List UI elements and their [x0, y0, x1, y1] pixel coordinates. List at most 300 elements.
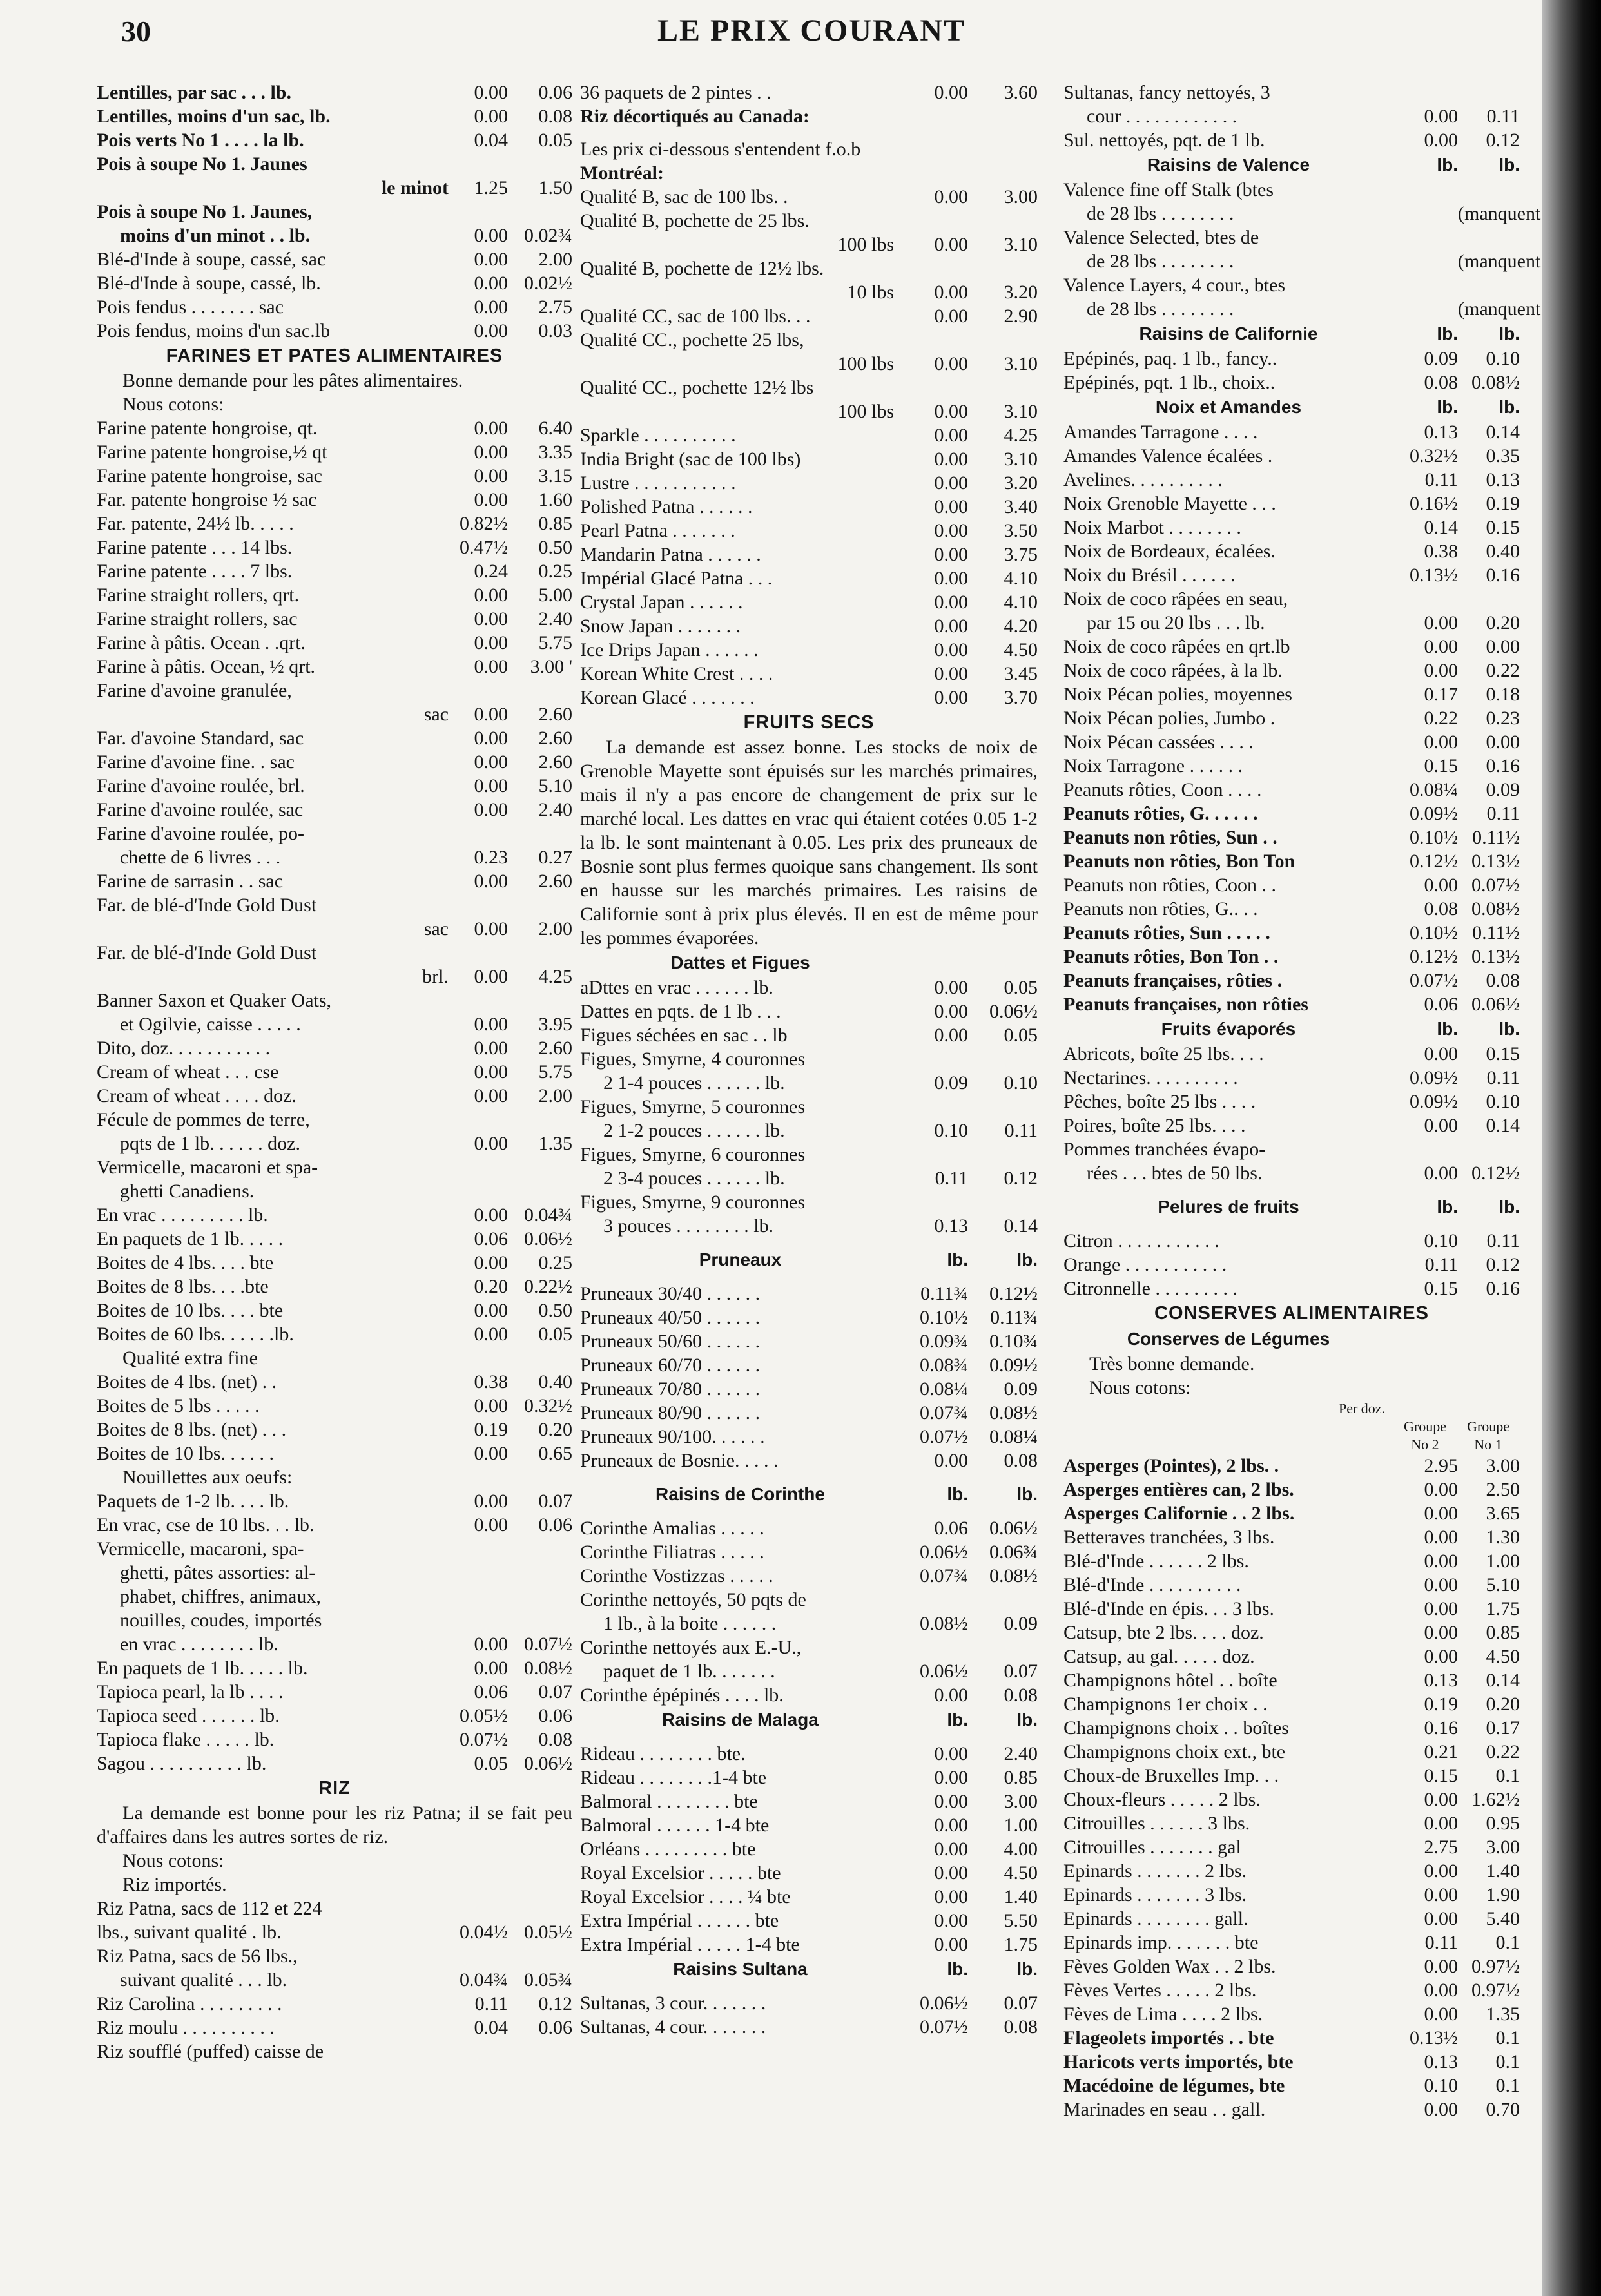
price-high: 2.40: [538, 799, 572, 820]
item-label: Lustre . . . . . . . . . . .: [580, 472, 736, 494]
price-low: 0.00: [934, 234, 968, 255]
price-low: 0.00: [474, 1490, 508, 1512]
price-row: [97, 750, 572, 774]
price-low: 0.00: [474, 1085, 508, 1106]
price-row: [97, 319, 572, 343]
item-label: Peanuts rôties, G. . . . . .: [1063, 803, 1258, 824]
item-label: nouilles, coudes, importés: [120, 1610, 322, 1631]
price-row: [1063, 1645, 1520, 1668]
price-low: 0.00: [474, 441, 508, 463]
item-label: Catsup, au gal. . . . . doz.: [1063, 1646, 1255, 1667]
price-row: [97, 464, 572, 488]
price-low: 0.00: [1424, 1503, 1458, 1524]
item-label: Vermicelle, macaroni et spa-: [97, 1157, 318, 1178]
price-row: [97, 1489, 572, 1513]
item-label: Royal Excelsior . . . . ¼ bte: [580, 1886, 791, 1907]
price-high: 0.11½: [1472, 922, 1520, 943]
item-label: Peanuts françaises, non rôties: [1063, 994, 1308, 1015]
unit-low: lb.: [1437, 323, 1458, 343]
item-label: Noix Pécan polies, Jumbo .: [1063, 708, 1276, 729]
price-low: 0.00: [934, 425, 968, 446]
price-low: 0.16: [1424, 1717, 1458, 1739]
item-label: En paquets de 1 lb. . . . .: [97, 1228, 284, 1249]
price-high: 0.08½: [1471, 898, 1520, 920]
item-label: par 15 ou 20 lbs . . . lb.: [1087, 612, 1265, 633]
price-row: [97, 559, 572, 583]
price-row: [580, 1588, 1038, 1612]
price-high: 5.75: [538, 1061, 572, 1083]
item-label: Noix de coco râpées en seau,: [1063, 588, 1288, 610]
item-label: Sparkle . . . . . . . . . .: [580, 425, 736, 446]
price-high: 0.50: [538, 537, 572, 558]
price-high: 0.07: [538, 1681, 572, 1703]
item-label: Balmoral . . . . . . . . bte: [580, 1791, 758, 1812]
price-row: [580, 1635, 1038, 1659]
item-label: Farine à pâtis. Ocean . .qrt.: [97, 632, 306, 653]
price-low: 0.00: [1424, 1162, 1458, 1184]
price-high: 0.85: [1486, 1622, 1520, 1643]
item-label: Crystal Japan . . . . . .: [580, 592, 743, 613]
item-label: Noix Pécan cassées . . . .: [1063, 731, 1254, 753]
price-high: 0.11½: [1472, 827, 1520, 848]
price-low: 0.00: [934, 449, 968, 470]
price-high: 0.85: [1004, 1767, 1038, 1788]
page-number: 30: [121, 15, 151, 48]
price-low: 0.08¾: [920, 1355, 968, 1376]
spacer: [580, 1733, 1038, 1742]
unit-high: lb.: [1016, 1484, 1038, 1504]
item-label: Sultanas, fancy nettoyés, 3: [1063, 82, 1270, 103]
unit-high: lb.: [1016, 1710, 1038, 1730]
price-row: [1063, 2050, 1520, 2074]
price-high: 0.1: [1495, 1765, 1520, 1786]
price-high: 0.70: [1486, 2099, 1520, 2120]
price-low: 0.00: [1424, 1956, 1458, 1977]
item-label: Choux-de Bruxelles Imp. . .: [1063, 1765, 1279, 1786]
subsection-heading: [580, 1707, 1038, 1733]
price-row: [580, 352, 1038, 376]
item-label: Betteraves tranchées, 3 lbs.: [1063, 1527, 1275, 1548]
price-row: [1063, 1525, 1520, 1549]
subsection-title: Conserves de Légumes: [1127, 1329, 1330, 1349]
price-low: 0.00: [934, 401, 968, 422]
unit-high: lb.: [1016, 1249, 1038, 1269]
price-high: 0.18: [1486, 684, 1520, 705]
price-low: 0.05: [474, 1753, 508, 1774]
item-label: Choux-fleurs . . . . . 2 lbs.: [1063, 1789, 1261, 1810]
price-high: 2.60: [538, 704, 572, 725]
price-low: 0.00: [934, 1934, 968, 1955]
price-row: [97, 416, 572, 440]
item-label: Tapioca flake . . . . . lb.: [97, 1729, 275, 1750]
item-label: Corinthe Amalias . . . . .: [580, 1518, 764, 1539]
price-row: [580, 1329, 1038, 1353]
price-high: 0.12½: [989, 1283, 1038, 1304]
price-low: 0.00: [1424, 1813, 1458, 1834]
price-row: [580, 1377, 1038, 1401]
item-label: Boites de 4 lbs. . . . bte: [97, 1252, 274, 1273]
price-row: [1063, 226, 1520, 249]
unit-low: lb.: [1437, 1197, 1458, 1217]
price-row: [580, 686, 1038, 709]
item-label: Peanuts rôties, Coon . . . .: [1063, 779, 1262, 800]
price-row: [580, 519, 1038, 543]
item-label: Pois à soupe No 1. Jaunes,: [97, 201, 313, 222]
price-row: [1063, 1277, 1520, 1300]
price-low: 0.04: [474, 2017, 508, 2038]
price-low: 0.00: [1424, 106, 1458, 127]
price-row: [1063, 1740, 1520, 1764]
price-row: [97, 1251, 572, 1275]
item-label: de 28 lbs . . . . . . . .: [1087, 298, 1234, 320]
item-label: Amandes Tarragone . . . .: [1063, 421, 1258, 443]
item-label: India Bright (sac de 100 lbs): [580, 449, 801, 470]
price-row: [97, 1968, 572, 1992]
price-row: [97, 1896, 572, 1920]
price-low: 0.04¾: [460, 1969, 508, 1991]
price-row: [97, 702, 572, 726]
price-low: 0.07½: [920, 1426, 968, 1447]
price-high: 0.07½: [524, 1634, 572, 1655]
price-high: 0.19: [1486, 493, 1520, 514]
price-high: 0.05¾: [524, 1969, 572, 1991]
price-high: 2.00: [538, 1085, 572, 1106]
price-row: [1063, 1114, 1520, 1137]
price-low: 0.00: [474, 296, 508, 318]
item-label: Haricots verts importés, bte: [1063, 2051, 1294, 2072]
item-label: moins d'un minot . . lb.: [120, 225, 311, 246]
price-high: 0.15: [1486, 517, 1520, 538]
price-low: 0.15: [1424, 1278, 1458, 1299]
item-label: Far. de blé-d'Inde Gold Dust: [97, 894, 317, 916]
price-row: [97, 726, 572, 750]
item-label: Champignons choix . . boîtes: [1063, 1717, 1289, 1739]
price-low: 0.06½: [920, 1992, 968, 2014]
subsection-heading: [580, 1481, 1038, 1507]
subsection-title: Noix et Amandes: [1155, 397, 1302, 417]
price-high: 0.13: [1486, 469, 1520, 490]
price-row: [580, 304, 1038, 328]
price-high: 5.75: [538, 632, 572, 653]
price-low: 0.00: [1424, 1622, 1458, 1643]
subsection-title: Pruneaux: [699, 1249, 782, 1269]
price-row: [580, 1564, 1038, 1588]
item-label: Figues, Smyrne, 5 couronnes: [580, 1096, 806, 1117]
price-row: [1063, 1716, 1520, 1740]
item-label: Vermicelle, macaroni, spa-: [97, 1538, 304, 1559]
item-label: Rideau . . . . . . . . bte.: [580, 1743, 746, 1764]
price-low: 0.00: [474, 1252, 508, 1273]
book-spine-shadow: [1542, 0, 1601, 2296]
price-high: 3.15: [538, 465, 572, 487]
price-row: [97, 989, 572, 1012]
item-label: Qualité CC, sac de 100 lbs. . .: [580, 305, 811, 327]
price-row: [580, 280, 1038, 304]
price-high: 4.50: [1004, 1862, 1038, 1884]
price-row: [97, 1370, 572, 1394]
price-low: 0.00: [1424, 130, 1458, 151]
item-label: Pois fendus . . . . . . . sac: [97, 296, 284, 318]
price-high: 0.09: [1004, 1613, 1038, 1634]
price-low: 0.00: [474, 1395, 508, 1416]
item-label: Figues, Smyrne, 4 couronnes: [580, 1048, 806, 1070]
price-row: [97, 1298, 572, 1322]
item-label: Pruneaux 60/70 . . . . . .: [580, 1355, 761, 1376]
item-label: sac: [423, 918, 449, 940]
price-high: 3.10: [1004, 353, 1038, 374]
price-low: 0.11: [1424, 469, 1458, 490]
price-row: [97, 679, 572, 702]
price-low: 0.13: [934, 1215, 968, 1237]
price-row: [580, 233, 1038, 256]
price-high: 0.08: [538, 106, 572, 127]
item-label: Farine d'avoine roulée, brl.: [97, 775, 305, 796]
price-row: [580, 1119, 1038, 1143]
subsection-heading: [1063, 394, 1520, 420]
price-row: [97, 224, 572, 247]
price-high: 0.25: [538, 1252, 572, 1273]
price-high: 0.17: [1486, 1717, 1520, 1739]
price-high: 1.75: [1004, 1934, 1038, 1955]
text-line: Qualité extra fine: [122, 1347, 258, 1369]
price-row: [580, 81, 1038, 104]
item-label: Extra Impérial . . . . . 1-4 bte: [580, 1934, 800, 1955]
price-low: 0.10½: [1410, 922, 1458, 943]
item-label: Snow Japan . . . . . . .: [580, 615, 741, 637]
spacer: [580, 1238, 1038, 1247]
price-row: [1063, 754, 1520, 778]
item-label: le minot: [381, 177, 449, 198]
price-high: 0.06¾: [989, 1541, 1038, 1563]
price-high: 0.08½: [1471, 372, 1520, 393]
price-high: 2.90: [1004, 305, 1038, 327]
item-label: Sagou . . . . . . . . . . lb.: [97, 1753, 267, 1774]
item-label: Farine patente . . . . 7 lbs.: [97, 561, 293, 582]
price-low: 0.00: [474, 418, 508, 439]
price-row: [580, 137, 1038, 161]
price-high: 3.70: [1004, 687, 1038, 708]
price-high: 0.05½: [524, 1922, 572, 1943]
item-label: Riz soufflé (puffed) caisse de: [97, 2041, 324, 2062]
item-label: Polished Patna . . . . . .: [580, 496, 753, 517]
price-high: 0.20: [1486, 612, 1520, 633]
price-low: 0.00: [474, 1037, 508, 1059]
price-high: 5.10: [1486, 1574, 1520, 1596]
price-row: [97, 1227, 572, 1251]
price-low: 0.00: [474, 1514, 508, 1536]
item-label: Balmoral . . . . . . 1-4 bte: [580, 1815, 770, 1836]
price-high: (manquent: [1458, 251, 1541, 272]
item-label: aDttes en vrac . . . . . . lb.: [580, 977, 773, 998]
price-low: 0.00: [1424, 612, 1458, 633]
column-header-cell: Groupe: [1404, 1418, 1446, 1434]
price-high: 0.05: [538, 130, 572, 151]
price-high: 0.10: [1004, 1072, 1038, 1094]
price-row: [580, 1991, 1038, 2015]
price-row: [580, 1516, 1038, 1540]
price-high: 0.06½: [1471, 994, 1520, 1015]
price-high: 3.00: [1004, 1791, 1038, 1812]
price-high: 3.45: [1004, 663, 1038, 684]
item-label: Paquets de 1-2 lb. . . . lb.: [97, 1490, 289, 1512]
price-high: 1.35: [1486, 2003, 1520, 2025]
item-label: Farine d'avoine roulée, po-: [97, 823, 304, 844]
price-high: 0.22: [1486, 1741, 1520, 1762]
price-high: 3.10: [1004, 401, 1038, 422]
price-high: 0.20: [538, 1419, 572, 1440]
price-high: 5.50: [1004, 1910, 1038, 1931]
price-row: [97, 607, 572, 631]
price-low: 0.10½: [1410, 827, 1458, 848]
item-label: Far. de blé-d'Inde Gold Dust: [97, 942, 317, 963]
price-high: 0.07: [538, 1490, 572, 1512]
price-row: [97, 1155, 572, 1179]
item-label: Noix Marbot . . . . . . . .: [1063, 517, 1241, 538]
price-row: [97, 1060, 572, 1084]
subsection-heading: [1063, 1194, 1520, 1220]
column-header: [1063, 1400, 1520, 1418]
price-row: [97, 1418, 572, 1442]
price-low: 0.08¼: [1410, 779, 1458, 800]
item-label: Corinthe Vostizzas . . . . .: [580, 1565, 773, 1587]
item-label: Noix de Bordeaux, écalées.: [1063, 541, 1276, 562]
price-row: [97, 488, 572, 512]
subsection-heading: [1063, 152, 1520, 178]
item-label: Noix de coco râpées, à la lb.: [1063, 660, 1283, 681]
price-row: [97, 1704, 572, 1728]
price-low: 0.13: [1424, 421, 1458, 443]
price-low: 0.04½: [460, 1922, 508, 1943]
item-label: 100 lbs: [837, 401, 894, 422]
price-low: 0.00: [474, 1014, 508, 1035]
unit-high: lb.: [1499, 155, 1520, 175]
price-low: 0.08¼: [920, 1378, 968, 1400]
price-row: [97, 1394, 572, 1418]
price-low: 0.00: [474, 225, 508, 246]
page-title: LE PRIX COURANT: [657, 14, 966, 48]
price-row: [580, 1166, 1038, 1190]
price-row: [580, 1790, 1038, 1813]
item-label: rées . . . btes de 50 lbs.: [1087, 1162, 1263, 1184]
text-line: Nous cotons:: [122, 394, 224, 415]
price-row: [580, 400, 1038, 423]
price-high: 3.00: [1004, 186, 1038, 207]
price-high: 2.50: [1486, 1479, 1520, 1500]
price-high: 0.06: [538, 1705, 572, 1726]
price-high: 0.20: [1486, 1693, 1520, 1715]
item-label: Tapioca pearl, la lb . . . .: [97, 1681, 284, 1703]
item-label: Riz Carolina . . . . . . . . .: [97, 1993, 282, 2014]
item-label: Pruneaux 90/100. . . . . .: [580, 1426, 765, 1447]
item-label: Farine patente hongroise,½ qt: [97, 441, 327, 463]
price-row: [580, 447, 1038, 471]
price-high: 0.22: [1486, 660, 1520, 681]
text-line: Riz importés.: [122, 1874, 227, 1895]
price-row: [1063, 730, 1520, 754]
price-high: 0.15: [1486, 1043, 1520, 1065]
price-row: [580, 1143, 1038, 1166]
price-low: 0.00: [1424, 1043, 1458, 1065]
price-low: 0.15: [1424, 1765, 1458, 1786]
price-row: [580, 1095, 1038, 1119]
item-label: Noix Grenoble Mayette . . .: [1063, 493, 1276, 514]
item-label: Korean White Crest . . . .: [580, 663, 773, 684]
item-label: Pommes tranchées évapo-: [1063, 1139, 1266, 1160]
item-label: Fécule de pommes de terre,: [97, 1109, 310, 1130]
column-1: [97, 81, 572, 2063]
price-high: 1.62½: [1471, 1789, 1520, 1810]
spacer: [580, 1273, 1038, 1282]
price-high: 4.00: [1004, 1838, 1038, 1860]
price-row: [97, 1132, 572, 1155]
item-label: Avelines. . . . . . . . . .: [1063, 469, 1223, 490]
price-high: 0.16: [1486, 564, 1520, 586]
price-high: 0.50: [538, 1300, 572, 1321]
price-low: 0.06: [474, 1681, 508, 1703]
price-low: 0.00: [1424, 660, 1458, 681]
price-row: [1063, 825, 1520, 849]
price-low: 0.06: [934, 1518, 968, 1539]
item-label: 2 3-4 pouces . . . . . . lb.: [603, 1168, 785, 1189]
price-row: [1063, 1788, 1520, 1811]
price-row: [1063, 1931, 1520, 1954]
price-row: [1063, 81, 1520, 104]
price-row: [580, 1401, 1038, 1425]
price-row: [97, 1537, 572, 1561]
price-row: [97, 440, 572, 464]
price-high: 0.10: [1486, 1091, 1520, 1112]
price-low: 0.00: [934, 1025, 968, 1046]
item-label: Peanuts rôties, Sun . . . . .: [1063, 922, 1270, 943]
price-low: 0.00: [934, 592, 968, 613]
price-high: 0.07: [1004, 1992, 1038, 2014]
price-high: 2.75: [538, 296, 572, 318]
item-label: Orléans . . . . . . . . . bte: [580, 1838, 756, 1860]
item-label: Amandes Valence écalées .: [1063, 445, 1273, 467]
price-low: 0.38: [474, 1371, 508, 1393]
price-low: 0.00: [474, 704, 508, 725]
price-high: 0.00: [1486, 636, 1520, 657]
item-label: Lentilles, par sac . . . lb.: [97, 82, 291, 103]
price-low: 0.00: [474, 1133, 508, 1154]
item-label: Qualité B, pochette de 12½ lbs.: [580, 258, 824, 279]
item-label: Blé-d'Inde à soupe, cassé, lb.: [97, 273, 321, 294]
item-label: Farine patente hongroise, qt.: [97, 418, 318, 439]
price-low: 0.00: [474, 489, 508, 510]
price-low: 0.11¾: [920, 1283, 968, 1304]
paragraph: La demande est assez bonne. Les stocks de noix de Grenoble Mayette sont épuisés sur les marchés primaires, mais il n'y a pas encore de changement de prix sur le marché local. Les dattes en vrac qui étaient cotées 0.05 1-2 la lb. le sont maintenant à 0.05. Les prix des pruneaux de Bosnie sont plus fermes quoique sans changement. Ils sont en hausse sur les marchés primaires. Les raisins de Californie sont à prix plus élevés. Il en est de même pour les pommes évaporées.: [580, 737, 1038, 949]
item-label: En paquets de 1 lb. . . . . lb.: [97, 1657, 308, 1679]
item-label: Tapioca seed . . . . . . lb.: [97, 1705, 280, 1726]
item-label: Marinades en seau . . gall.: [1063, 2099, 1266, 2120]
price-row: [580, 1885, 1038, 1909]
price-low: 0.00: [474, 106, 508, 127]
price-row: [97, 917, 572, 941]
price-high: 0.00: [1486, 731, 1520, 753]
item-label: En vrac . . . . . . . . . lb.: [97, 1204, 268, 1226]
price-low: 0.07½: [920, 2016, 968, 2038]
price-row: [97, 1084, 572, 1108]
price-row: [97, 1322, 572, 1346]
price-low: 0.00: [934, 1862, 968, 1884]
price-row: [580, 1425, 1038, 1449]
price-row: [580, 328, 1038, 352]
price-row: [97, 247, 572, 271]
price-low: 0.07½: [460, 1729, 508, 1750]
item-label: Peanuts non rôties, Bon Ton: [1063, 851, 1295, 872]
price-high: (manquent: [1458, 298, 1541, 320]
subsection-title: Raisins Sultana: [673, 1959, 808, 1979]
